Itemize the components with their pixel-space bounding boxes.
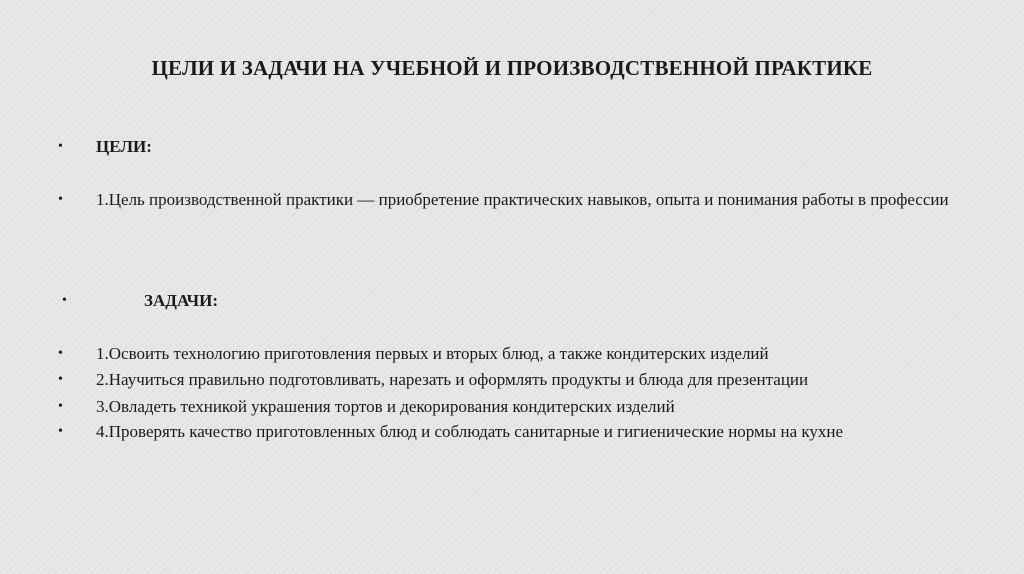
goal-text: 1.Цель производственной практики — приобретение практических навыков, опыта и понимания работы в профессии bbox=[96, 190, 949, 209]
bullet-icon: • bbox=[58, 139, 63, 154]
bullet-icon: • bbox=[58, 424, 63, 439]
bullet-icon: • bbox=[58, 399, 63, 414]
goals-heading: ЦЕЛИ: bbox=[96, 137, 152, 156]
bullet-icon: • bbox=[58, 192, 63, 207]
goal-item bbox=[58, 189, 976, 210]
goals-heading-item bbox=[58, 136, 996, 157]
task-item bbox=[58, 421, 966, 442]
bullet-icon: • bbox=[62, 293, 67, 308]
tasks-heading: ЗАДАЧИ: bbox=[144, 291, 219, 310]
task-item bbox=[58, 396, 996, 417]
slide-title: ЦЕЛИ И ЗАДАЧИ НА УЧЕБНОЙ И ПРОИЗВОДСТВЕННОЙ ПРАКТИКЕ bbox=[151, 56, 873, 80]
task-text: 3.Овладеть техникой украшения тортов и декорирования кондитерских изделий bbox=[96, 397, 675, 416]
bullet-icon: • bbox=[58, 346, 63, 361]
task-text: 4.Проверять качество приготовленных блюд и соблюдать санитарные и гигиенические нормы на кухне bbox=[96, 422, 844, 441]
task-text: 2.Научиться правильно подготовливать, нарезать и оформлять продукты и блюда для презентации bbox=[96, 370, 809, 389]
tasks-heading-item bbox=[58, 290, 1024, 311]
task-text: 1.Освоить технологию приготовления первых и вторых блюд, а также кондитерских изделий bbox=[96, 344, 769, 363]
task-item bbox=[58, 343, 996, 364]
bullet-icon: • bbox=[58, 372, 63, 387]
task-item bbox=[58, 369, 996, 390]
